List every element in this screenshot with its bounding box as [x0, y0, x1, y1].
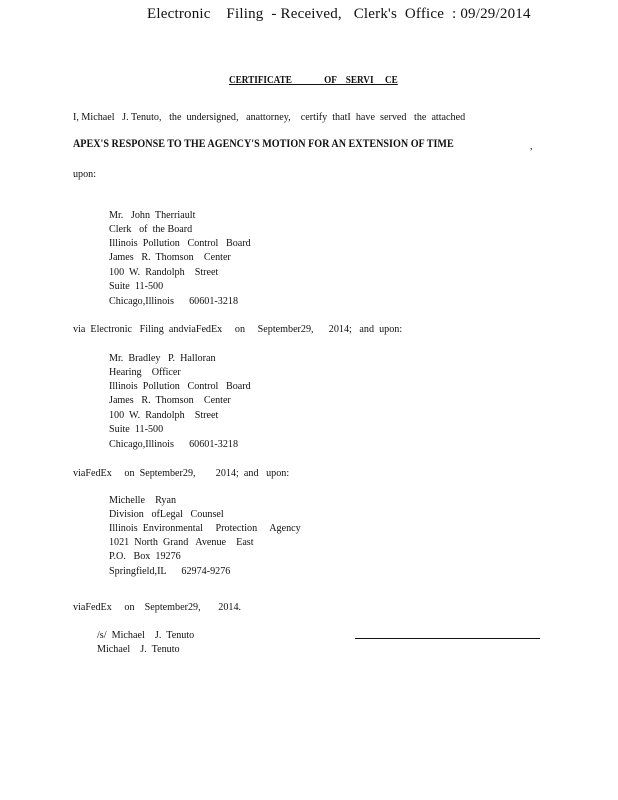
address-line: Clerk of the Board [109, 223, 193, 235]
signer-name: Michael J. Tenuto [97, 643, 180, 655]
address-line: Illinois Pollution Control Board [109, 237, 251, 249]
address-line: Chicago,Illinois 60601-3218 [109, 295, 239, 307]
electronic-signature: /s/ Michael J. Tenuto [97, 629, 195, 641]
service-method-1: via Electronic Filing andviaFedEx on September29, 2014; and upon: [73, 323, 403, 335]
address-line: Mr. John Therriault [109, 209, 196, 221]
address-line: Illinois Environmental Protection Agency [109, 522, 301, 534]
signature-line [355, 638, 540, 639]
address-line: Mr. Bradley P. Halloran [109, 352, 216, 364]
address-line: 100 W. Randolph Street [109, 409, 219, 421]
title-comma: , [530, 140, 533, 152]
address-line: Division ofLegal Counsel [109, 508, 224, 520]
address-line: 1021 North Grand Avenue East [109, 536, 254, 548]
upon-label: upon: [73, 168, 97, 180]
filing-stamp-header: Electronic Filing - Received, Clerk's Office : 09/29/2014 [147, 6, 531, 22]
address-line: James R. Thomson Center [109, 251, 231, 263]
address-line: Suite 11-500 [109, 280, 164, 292]
address-line: Michelle Ryan [109, 494, 177, 506]
address-line: 100 W. Randolph Street [109, 266, 219, 278]
address-line: P.O. Box 19276 [109, 550, 181, 562]
service-method-2: viaFedEx on September29, 2014; and upon: [73, 467, 290, 479]
address-line: Chicago,Illinois 60601-3218 [109, 438, 239, 450]
service-method-3: viaFedEx on September29, 2014. [73, 601, 242, 613]
document-title: APEX'S RESPONSE TO THE AGENCY'S MOTION FOR AN EXTENSION OF TIME [73, 138, 454, 150]
address-line: Springfield,IL 62974-9276 [109, 565, 231, 577]
address-line: Illinois Pollution Control Board [109, 380, 251, 392]
address-line: Suite 11-500 [109, 423, 164, 435]
address-line: Hearing Officer [109, 366, 181, 378]
address-line: James R. Thomson Center [109, 394, 231, 406]
intro-paragraph: I, Michael J. Tenuto, the undersigned, anattorney, certify thatI have served the attached [73, 111, 466, 123]
certificate-title: CERTIFICATE OF SERVI CE [229, 75, 398, 86]
